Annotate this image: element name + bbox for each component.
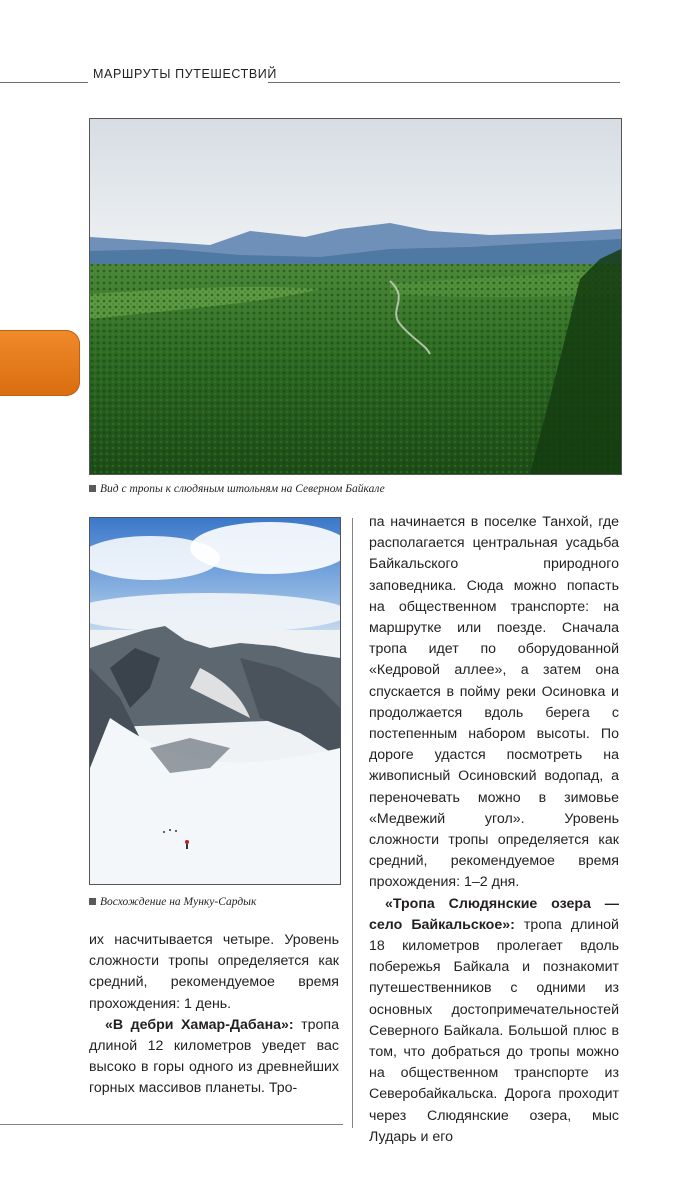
right-paragraph-2 — [369, 894, 619, 1148]
figure1-caption — [89, 482, 385, 496]
header-rule-left — [0, 82, 88, 83]
landscape-image — [90, 119, 621, 474]
figure2-caption-text: Восхождение на Мунку-Сардык — [100, 896, 257, 908]
figure2-caption — [89, 895, 256, 909]
left-paragraph-2-text: тропа длиной 12 километров уведет вас высоко в горы одного из древнейших горных массивов планеты. Тро- — [89, 1016, 339, 1097]
right-paragraph-1: па начинается в поселке Танхой, где располагается центральная усадьба Байкальского природного заповедника. Сюда можно попасть на общественном транспорте: на маршрутке или поезде. Сначала тропа идет по оборудованной «Кедровой аллее», а затем она спускается в пойму реки Осиновка и продолжается вдоль берега с постепенным набором высоты. По дороге удастся посмотреть на живописный Осиновский водопад, а переночевать можно в зимовье «Медвежий угол». Уровень сложности тропы определяется как средний, рекомендуемое время прохождения: 1–2 дня. — [369, 514, 619, 891]
column-divider — [352, 518, 353, 1128]
header-rule-right — [268, 82, 620, 83]
photo-munku-sardyk — [89, 517, 341, 885]
right-column-text — [369, 512, 619, 1148]
left-column-text — [89, 930, 339, 1100]
caption-bullet — [89, 485, 96, 492]
section-tab-marker — [0, 330, 80, 396]
mountain-image — [90, 518, 340, 884]
photo-baikal-valley — [89, 118, 622, 475]
running-header: МАРШРУТЫ ПУТЕШЕСТВИЙ — [90, 66, 280, 82]
left-paragraph-2 — [89, 1015, 339, 1100]
route-title-slyudyanskie: «Тропа Слюдянские озера — село Байкальское»: — [369, 895, 619, 933]
right-paragraph-2-text: тропа длиной 18 километров пролегает вдоль побережья Байкала и познакомит путешественников с одними из основных достопримечательностей Северного Байкала. Большой плюс в том, что добраться до тропы можно на общественном транспорте из Северобайкальска. Дорога проходит через Слюдянские озера, мыс Лударь и его — [369, 916, 619, 1145]
footer-rule — [0, 1124, 343, 1125]
left-paragraph-1: их насчитывается четыре. Уровень сложности тропы определяется как средний, рекомендуемое время прохождения: 1 день. — [89, 932, 339, 1012]
figure1-caption-text: Вид с тропы к слюдяным штольням на Северном Байкале — [100, 483, 385, 495]
caption-bullet — [89, 898, 96, 905]
route-title-khamar-daban: «В дебри Хамар-Дабана»: — [105, 1016, 294, 1033]
